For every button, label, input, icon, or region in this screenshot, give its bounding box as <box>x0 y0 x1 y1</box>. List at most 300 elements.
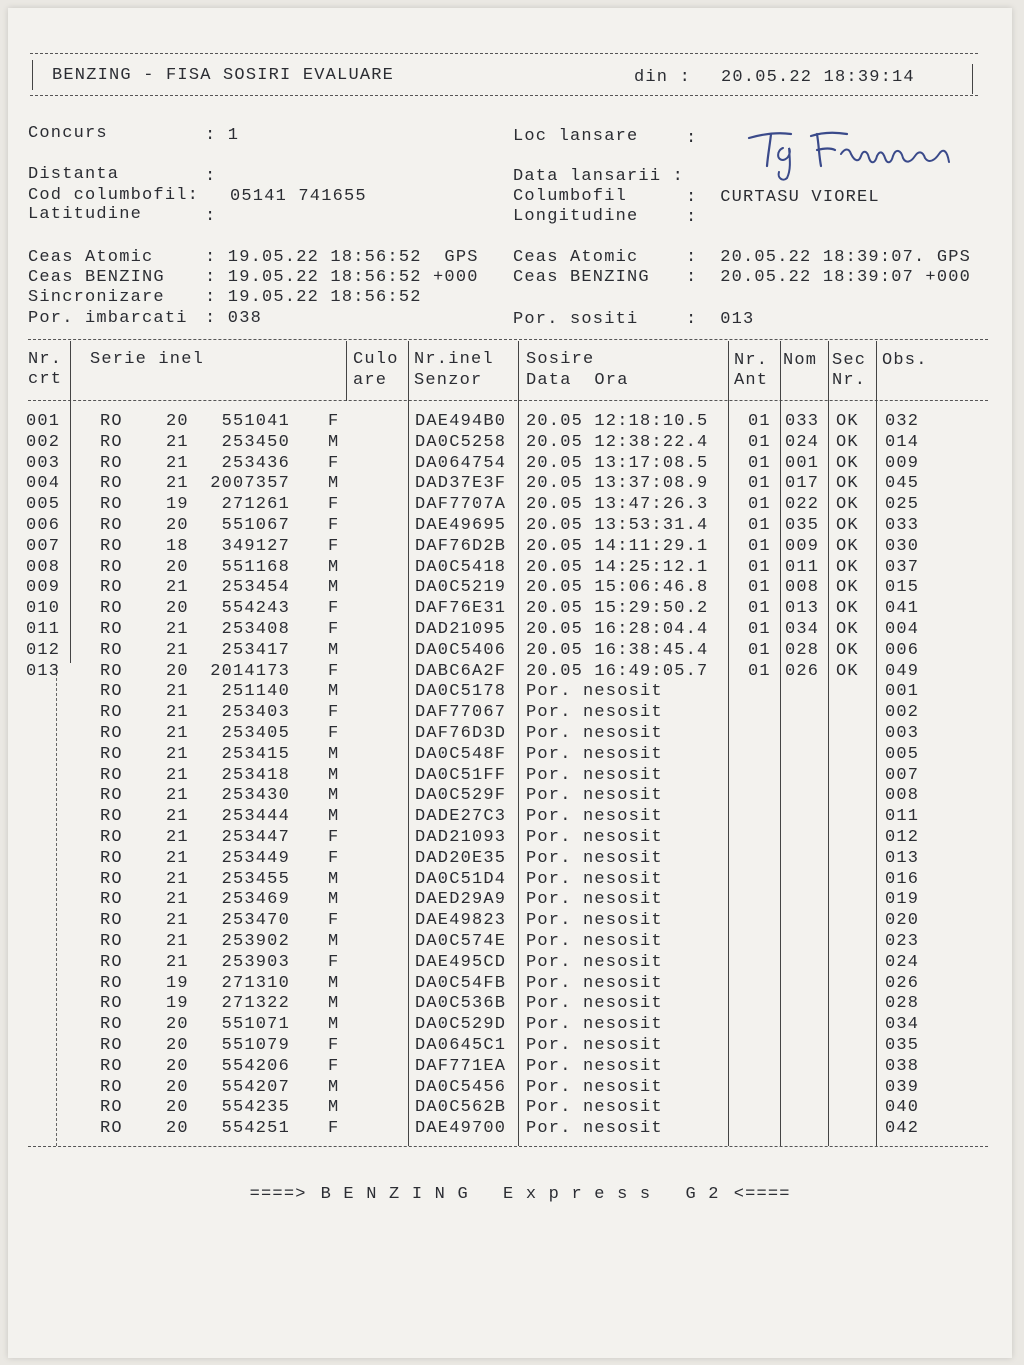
row-arrival: Por. nesosit <box>526 703 663 723</box>
col-header-sec: Sec <box>832 351 867 370</box>
row-arrival: Por. nesosit <box>526 1056 663 1076</box>
row-ring-number: 551168 <box>221 557 290 577</box>
row-nr-crt: 003 <box>26 453 61 473</box>
row-arrival: 20.05 15:29:50.2 <box>526 599 709 619</box>
table-row <box>8 931 1012 952</box>
row-sex: F <box>328 1119 340 1139</box>
row-arrival: Por. nesosit <box>526 890 663 910</box>
row-year: 20 <box>166 1015 189 1035</box>
row-ring-number: 253902 <box>221 932 290 951</box>
row-obs: 039 <box>885 1077 920 1097</box>
row-security: OK <box>836 495 859 515</box>
row-security: OK <box>836 578 859 598</box>
row-obs: 015 <box>885 578 920 598</box>
row-sensor-id: DAE49695 <box>415 516 507 535</box>
row-arrival: Por. nesosit <box>526 869 663 889</box>
row-sensor-id: DAE495CD <box>415 952 507 972</box>
row-arrival: Por. nesosit <box>526 682 663 702</box>
row-country: RO <box>100 911 123 931</box>
row-security: OK <box>836 453 859 473</box>
row-obs: 028 <box>885 994 920 1014</box>
row-country: RO <box>100 724 123 743</box>
row-sensor-id: DAF76D2B <box>415 536 507 556</box>
row-obs: 009 <box>885 453 920 473</box>
row-ring-number: 253436 <box>221 453 290 473</box>
table-row <box>8 494 1012 515</box>
row-nr-crt: 002 <box>26 432 61 452</box>
table-row <box>8 1056 1012 1077</box>
row-sensor-id: DAD37E3F <box>415 474 507 494</box>
row-sex: M <box>328 807 340 827</box>
row-arrival: Por. nesosit <box>526 911 663 931</box>
row-country: RO <box>100 1036 123 1055</box>
row-sex: F <box>328 911 340 931</box>
row-sex: M <box>328 994 340 1014</box>
row-sex: M <box>328 557 340 577</box>
table-row <box>8 473 1012 494</box>
por-sositi-label: Por. sositi <box>513 310 639 329</box>
row-nom: 026 <box>785 661 820 681</box>
row-country: RO <box>100 765 123 785</box>
col-header-crt: crt <box>28 370 63 389</box>
row-sensor-id: DAE494B0 <box>415 412 507 431</box>
row-obs: 005 <box>885 744 920 764</box>
row-country: RO <box>100 432 123 452</box>
row-obs: 040 <box>885 1098 920 1118</box>
row-sensor-id: DAF76E31 <box>415 599 507 619</box>
row-country: RO <box>100 557 123 577</box>
row-antenna: 01 <box>748 453 771 473</box>
row-country: RO <box>100 703 123 723</box>
cod-columbofil-value: 05141 741655 <box>230 187 367 206</box>
table-row <box>8 744 1012 765</box>
row-ring-number: 253408 <box>221 620 290 639</box>
row-arrival: Por. nesosit <box>526 952 663 972</box>
row-year: 21 <box>166 703 189 723</box>
row-arrival: 20.05 16:38:45.4 <box>526 640 709 660</box>
row-nom: 024 <box>785 432 820 452</box>
row-obs: 026 <box>885 973 920 993</box>
row-year: 21 <box>166 724 189 743</box>
row-obs: 032 <box>885 412 920 431</box>
row-obs: 033 <box>885 516 920 535</box>
por-imbarcati-value: : 038 <box>205 309 263 328</box>
row-sex: M <box>328 869 340 889</box>
row-arrival: Por. nesosit <box>526 1098 663 1118</box>
col-header-sosire: Sosire <box>526 350 595 369</box>
footer-arrow-right: <==== <box>733 1185 791 1204</box>
row-sensor-id: DA0C5178 <box>415 682 507 702</box>
table-row <box>8 577 1012 598</box>
longitudine-value: : <box>686 208 698 227</box>
ceas-benzing-left-label: Ceas BENZING <box>28 268 165 287</box>
row-nr-crt: 010 <box>26 599 61 619</box>
latitudine-label: Latitudine <box>28 205 143 224</box>
row-nom: 034 <box>785 620 820 639</box>
row-nr-crt: 011 <box>26 620 61 639</box>
row-year: 21 <box>166 578 189 598</box>
data-lansarii-label: Data lansarii : <box>513 167 685 186</box>
row-arrival: 20.05 14:25:12.1 <box>526 557 709 577</box>
cod-columbofil-label: Cod columbofil: <box>28 186 200 205</box>
row-security: OK <box>836 412 859 431</box>
row-arrival: 20.05 12:38:22.4 <box>526 432 709 452</box>
row-arrival: Por. nesosit <box>526 744 663 764</box>
row-antenna: 01 <box>748 432 771 452</box>
table-row <box>8 806 1012 827</box>
col-header-culoare-2: are <box>353 371 388 390</box>
row-sex: M <box>328 1077 340 1097</box>
concurs-label: Concurs <box>28 124 108 143</box>
row-obs: 030 <box>885 536 920 556</box>
row-country: RO <box>100 890 123 910</box>
table-row <box>8 619 1012 640</box>
row-sex: M <box>328 765 340 785</box>
row-arrival: Por. nesosit <box>526 932 663 951</box>
row-year: 21 <box>166 453 189 473</box>
row-sensor-id: DABC6A2F <box>415 661 507 681</box>
row-arrival: Por. nesosit <box>526 1119 663 1139</box>
sincronizare-label: Sincronizare <box>28 288 165 307</box>
footer-text: B E N Z I N G E x p r e s s G 2 <box>320 1185 720 1204</box>
row-antenna: 01 <box>748 599 771 619</box>
row-ring-number: 253469 <box>221 890 290 910</box>
row-sex: M <box>328 682 340 702</box>
table-row <box>8 869 1012 890</box>
row-arrival: 20.05 13:47:26.3 <box>526 495 709 515</box>
row-country: RO <box>100 620 123 639</box>
row-country: RO <box>100 973 123 993</box>
row-arrival: Por. nesosit <box>526 786 663 806</box>
row-security: OK <box>836 640 859 660</box>
row-sex: M <box>328 578 340 598</box>
row-year: 20 <box>166 661 189 681</box>
row-ring-number: 554206 <box>221 1056 290 1076</box>
row-obs: 042 <box>885 1119 920 1139</box>
row-year: 20 <box>166 599 189 619</box>
table-row <box>8 453 1012 474</box>
table-row <box>8 827 1012 848</box>
row-sensor-id: DA0C5219 <box>415 578 507 598</box>
row-ring-number: 253470 <box>221 911 290 931</box>
row-sensor-id: DAE49700 <box>415 1119 507 1139</box>
row-security: OK <box>836 432 859 452</box>
row-sex: M <box>328 640 340 660</box>
table-bottom-border <box>28 1146 988 1147</box>
row-year: 19 <box>166 495 189 515</box>
row-obs: 024 <box>885 952 920 972</box>
row-sex: F <box>328 828 340 847</box>
row-nom: 009 <box>785 536 820 556</box>
row-obs: 001 <box>885 682 920 702</box>
table-row <box>8 598 1012 619</box>
row-year: 21 <box>166 911 189 931</box>
row-sex: F <box>328 724 340 743</box>
table-row <box>8 661 1012 682</box>
row-country: RO <box>100 474 123 494</box>
row-arrival: 20.05 12:18:10.5 <box>526 412 709 431</box>
row-arrival: 20.05 13:37:08.9 <box>526 474 709 494</box>
row-country: RO <box>100 1077 123 1097</box>
row-sensor-id: DAF771EA <box>415 1056 507 1076</box>
row-ring-number: 349127 <box>221 536 290 556</box>
row-sensor-id: DA0C562B <box>415 1098 507 1118</box>
table-row <box>8 910 1012 931</box>
row-nom: 011 <box>785 557 820 577</box>
row-obs: 007 <box>885 765 920 785</box>
row-ring-number: 554207 <box>221 1077 290 1097</box>
distanta-label: Distanta <box>28 165 120 184</box>
row-nr-crt: 004 <box>26 474 61 494</box>
handwritten-location-text: Tg Frumos <box>743 126 749 127</box>
table-row <box>8 557 1012 578</box>
row-sex: F <box>328 599 340 619</box>
row-ring-number: 253430 <box>221 786 290 806</box>
row-ring-number: 253447 <box>221 828 290 847</box>
table-row <box>8 681 1012 702</box>
row-country: RO <box>100 640 123 660</box>
row-nom: 013 <box>785 599 820 619</box>
row-year: 21 <box>166 640 189 660</box>
row-country: RO <box>100 828 123 847</box>
table-row <box>8 848 1012 869</box>
row-sensor-id: DAD20E35 <box>415 848 507 868</box>
row-arrival: Por. nesosit <box>526 973 663 993</box>
row-obs: 038 <box>885 1056 920 1076</box>
row-obs: 049 <box>885 661 920 681</box>
row-year: 21 <box>166 432 189 452</box>
report-date-value: 20.05.22 18:39:14 <box>721 68 915 87</box>
row-sensor-id: DADE27C3 <box>415 807 507 827</box>
col-header-ant: Ant <box>734 371 769 390</box>
row-arrival: Por. nesosit <box>526 1036 663 1055</box>
row-nr-crt: 009 <box>26 578 61 598</box>
row-antenna: 01 <box>748 495 771 515</box>
row-obs: 004 <box>885 620 920 639</box>
row-antenna: 01 <box>748 412 771 431</box>
row-arrival: Por. nesosit <box>526 848 663 868</box>
row-sensor-id: DA0C5406 <box>415 640 507 660</box>
row-country: RO <box>100 1015 123 1035</box>
table-row <box>8 411 1012 432</box>
row-sex: F <box>328 1036 340 1055</box>
row-year: 18 <box>166 536 189 556</box>
row-nr-crt: 005 <box>26 495 61 515</box>
col-header-nr: Nr. <box>28 350 63 369</box>
row-ring-number: 253449 <box>221 848 290 868</box>
row-year: 21 <box>166 786 189 806</box>
row-sex: F <box>328 952 340 972</box>
row-sex: F <box>328 1056 340 1076</box>
row-sex: F <box>328 453 340 473</box>
table-row <box>8 785 1012 806</box>
row-nr-crt: 012 <box>26 640 61 660</box>
row-sex: M <box>328 1015 340 1035</box>
row-sensor-id: DAD21095 <box>415 620 507 639</box>
row-security: OK <box>836 599 859 619</box>
table-row <box>8 723 1012 744</box>
row-country: RO <box>100 1119 123 1139</box>
table-row <box>8 515 1012 536</box>
latitudine-value: : <box>205 207 217 226</box>
row-sensor-id: DA0C574E <box>415 932 507 951</box>
header-bottom-border <box>30 95 978 96</box>
row-country: RO <box>100 807 123 827</box>
row-nr-crt: 013 <box>26 661 61 681</box>
row-sex: F <box>328 516 340 535</box>
row-year: 20 <box>166 1098 189 1118</box>
row-year: 21 <box>166 890 189 910</box>
row-arrival: Por. nesosit <box>526 994 663 1014</box>
row-obs: 020 <box>885 911 920 931</box>
row-antenna: 01 <box>748 620 771 639</box>
longitudine-label: Longitudine <box>513 207 639 226</box>
row-nom: 008 <box>785 578 820 598</box>
row-sex: M <box>328 432 340 452</box>
row-year: 21 <box>166 869 189 889</box>
row-security: OK <box>836 661 859 681</box>
document-page <box>8 8 1012 1358</box>
row-arrival: Por. nesosit <box>526 765 663 785</box>
row-obs: 011 <box>885 807 920 827</box>
sincronizare-value: : 19.05.22 18:56:52 <box>205 288 422 307</box>
row-sensor-id: DA064754 <box>415 453 507 473</box>
row-ring-number: 253454 <box>221 578 290 598</box>
row-arrival: Por. nesosit <box>526 724 663 743</box>
row-country: RO <box>100 412 123 431</box>
row-sensor-id: DAF77067 <box>415 703 507 723</box>
row-obs: 003 <box>885 724 920 743</box>
distanta-value: : <box>205 167 217 186</box>
row-ring-number: 2007357 <box>210 474 290 494</box>
row-year: 21 <box>166 620 189 639</box>
row-sex: M <box>328 786 340 806</box>
row-nom: 001 <box>785 453 820 473</box>
row-arrival: 20.05 13:17:08.5 <box>526 453 709 473</box>
row-security: OK <box>836 516 859 535</box>
row-country: RO <box>100 994 123 1014</box>
table-row <box>8 1097 1012 1118</box>
row-obs: 012 <box>885 828 920 847</box>
row-sensor-id: DAF7707A <box>415 495 507 515</box>
table-row <box>8 702 1012 723</box>
col-header-nr-ant: Nr. <box>734 351 769 370</box>
row-year: 21 <box>166 952 189 972</box>
row-sensor-id: DAED29A9 <box>415 890 507 910</box>
row-sex: M <box>328 744 340 764</box>
table-row <box>8 973 1012 994</box>
row-nr-crt: 006 <box>26 516 61 535</box>
row-ring-number: 251140 <box>221 682 290 702</box>
row-sex: F <box>328 703 340 723</box>
row-nom: 035 <box>785 516 820 535</box>
table-row <box>8 952 1012 973</box>
row-sensor-id: DAD21093 <box>415 828 507 847</box>
row-security: OK <box>836 620 859 639</box>
row-ring-number: 271322 <box>221 994 290 1014</box>
row-ring-number: 551071 <box>221 1015 290 1035</box>
row-year: 19 <box>166 973 189 993</box>
row-country: RO <box>100 536 123 556</box>
row-arrival: 20.05 16:28:04.4 <box>526 620 709 639</box>
row-sex: F <box>328 495 340 515</box>
row-antenna: 01 <box>748 536 771 556</box>
row-sensor-id: DA0C529F <box>415 786 507 806</box>
row-obs: 014 <box>885 432 920 452</box>
row-obs: 023 <box>885 932 920 951</box>
table-row <box>8 640 1012 661</box>
row-antenna: 01 <box>748 516 771 535</box>
row-arrival: Por. nesosit <box>526 807 663 827</box>
row-nr-crt: 008 <box>26 557 61 577</box>
row-sensor-id: DA0C51D4 <box>415 869 507 889</box>
row-country: RO <box>100 578 123 598</box>
por-imbarcati-label: Por. imbarcati <box>28 309 188 328</box>
row-sex: F <box>328 536 340 556</box>
header-left-border <box>32 60 33 90</box>
ceas-benzing-right-label: Ceas BENZING <box>513 268 650 287</box>
row-obs: 019 <box>885 890 920 910</box>
row-year: 19 <box>166 994 189 1014</box>
row-ring-number: 253450 <box>221 432 290 452</box>
row-ring-number: 253405 <box>221 724 290 743</box>
row-nom: 028 <box>785 640 820 660</box>
row-ring-number: 554235 <box>221 1098 290 1118</box>
row-ring-number: 551041 <box>221 412 290 431</box>
row-sensor-id: DA0C5258 <box>415 432 507 452</box>
row-sensor-id: DA0C529D <box>415 1015 507 1035</box>
row-year: 21 <box>166 682 189 702</box>
row-obs: 016 <box>885 869 920 889</box>
row-year: 20 <box>166 1119 189 1139</box>
row-antenna: 01 <box>748 474 771 494</box>
loc-lansare-label: Loc lansare <box>513 127 639 146</box>
row-country: RO <box>100 869 123 889</box>
row-nr-crt: 001 <box>26 412 61 431</box>
row-security: OK <box>836 557 859 577</box>
row-year: 21 <box>166 848 189 868</box>
row-sex: F <box>328 661 340 681</box>
row-country: RO <box>100 1056 123 1076</box>
row-nom: 033 <box>785 412 820 431</box>
ceas-atomic-left-label: Ceas Atomic <box>28 248 154 267</box>
col-header-senzor: Senzor <box>414 371 483 390</box>
handwritten-location-signature <box>743 126 958 184</box>
row-obs: 045 <box>885 474 920 494</box>
col-header-sec-nr: Nr. <box>832 371 867 390</box>
row-country: RO <box>100 932 123 951</box>
header-top-border <box>30 53 978 54</box>
row-obs: 025 <box>885 495 920 515</box>
row-sex: M <box>328 932 340 951</box>
row-year: 20 <box>166 412 189 431</box>
table-row <box>8 993 1012 1014</box>
row-year: 20 <box>166 1077 189 1097</box>
loc-lansare-value: : <box>686 129 698 148</box>
row-year: 21 <box>166 744 189 764</box>
row-country: RO <box>100 599 123 619</box>
table-row <box>8 432 1012 453</box>
ceas-benzing-right-value: : 20.05.22 18:39:07 +000 <box>686 268 972 287</box>
row-year: 21 <box>166 474 189 494</box>
row-ring-number: 253417 <box>221 640 290 660</box>
row-year: 21 <box>166 828 189 847</box>
row-ring-number: 253403 <box>221 703 290 723</box>
por-sositi-value: : 013 <box>686 310 755 329</box>
row-year: 20 <box>166 557 189 577</box>
ceas-atomic-left-value: : 19.05.22 18:56:52 GPS <box>205 248 479 267</box>
row-security: OK <box>836 474 859 494</box>
